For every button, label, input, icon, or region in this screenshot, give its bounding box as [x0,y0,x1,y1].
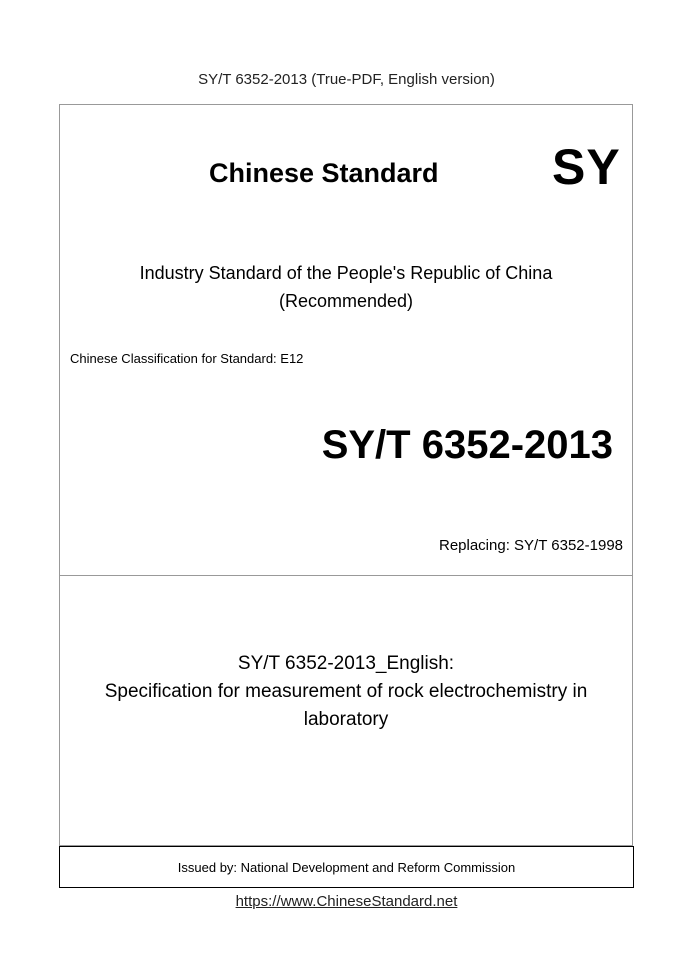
standard-title-line-1: SY/T 6352-2013_English: [237,653,455,674]
standard-heading: Chinese Standard [209,158,439,188]
standard-title-line-3: laboratory [303,709,389,730]
issuer-box [59,846,634,888]
replacing-text: Replacing: SY/T 6352-1998 [438,537,623,554]
issuer-text: Issued by: National Development and Reform Commission [177,859,516,875]
classification-text: Chinese Classification for Standard: E12 [70,351,304,366]
standard-title-line-2: Specification for measurement of rock electrochemistry in [104,681,588,702]
industry-standard-label [59,259,633,315]
cover-frame [59,104,633,846]
standard-code: SY/T 6352-2013 [321,423,613,467]
document-header: SY/T 6352-2013 (True-PDF, English version) [198,71,495,88]
website-link[interactable]: https://www.ChineseStandard.net [235,893,458,910]
industry-line-1: Industry Standard of the People's Republic of China [139,263,553,283]
section-divider [59,575,633,576]
standard-title [59,650,633,734]
sy-logo-mark: SY [552,139,621,195]
industry-line-2: (Recommended) [278,291,414,311]
